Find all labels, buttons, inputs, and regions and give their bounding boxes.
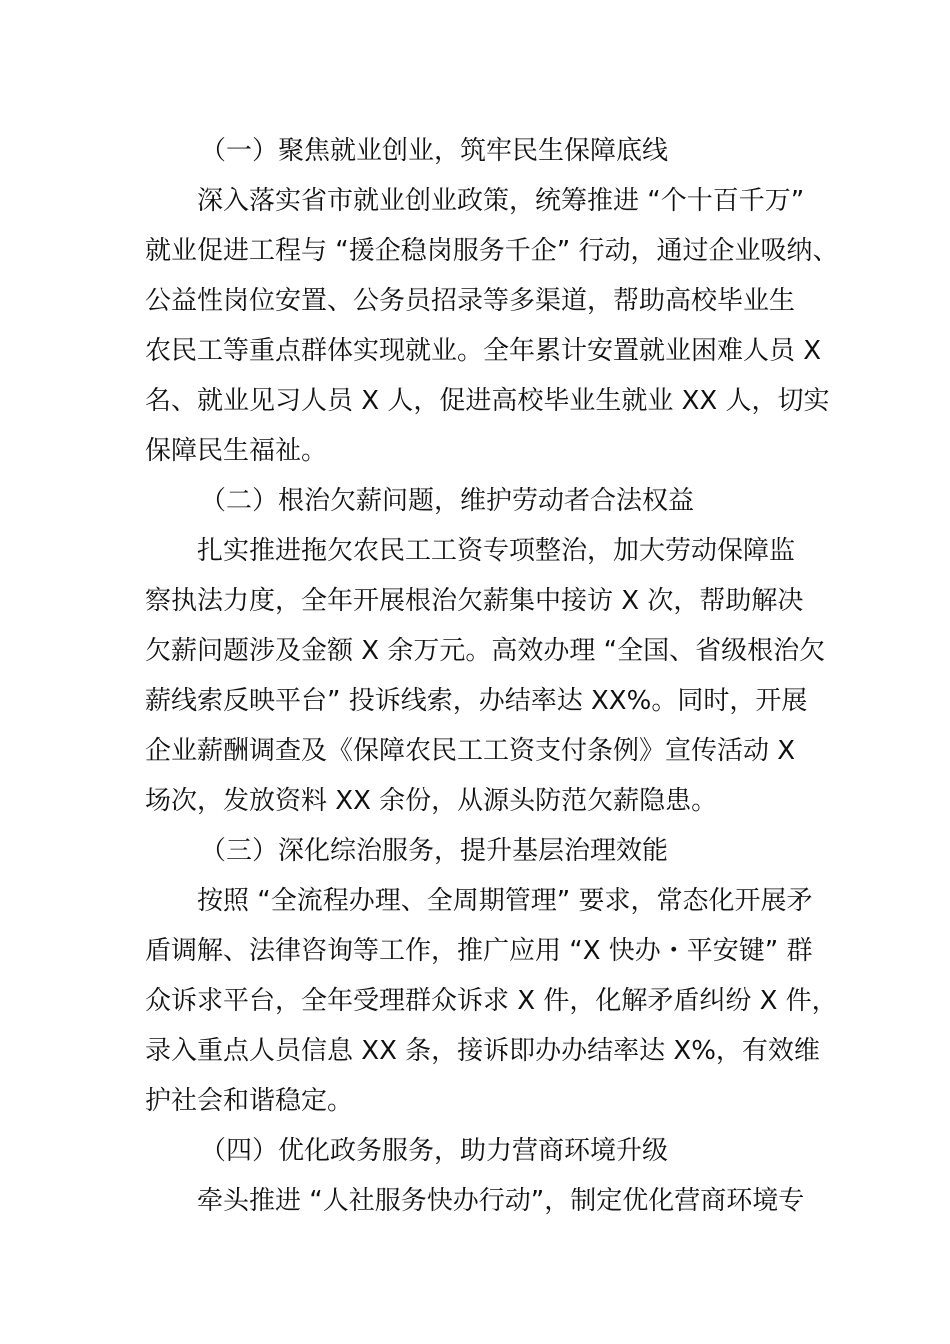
paragraph-line: 扎实推进拖欠农民工工资专项整治，加大劳动保障监 (197, 536, 796, 566)
section-heading: （四）优化政务服务，助力营商环境升级 (200, 1136, 669, 1166)
document-body (145, 126, 839, 1226)
paragraph-line: 众诉求平台，全年受理群众诉求 X 件，化解矛盾纠纷 X 件， (145, 986, 838, 1016)
section-heading: （二）根治欠薪问题，维护劳动者合法权益 (200, 486, 695, 516)
paragraph-line: 察执法力度，全年开展根治欠薪集中接访 X 次，帮助解决 (145, 586, 804, 616)
paragraph-line: 按照 “全流程办理、全周期管理” 要求，常态化开展矛 (197, 886, 813, 916)
paragraph-line: 牵头推进 “人社服务快办行动”，制定优化营商环境专 (197, 1186, 805, 1216)
section-heading: （三）深化综治服务，提升基层治理效能 (200, 836, 669, 866)
paragraph-line: 护社会和谐稳定。 (145, 1086, 354, 1116)
paragraph-line: 薪线索反映平台” 投诉线索，办结率达 XX%。同时，开展 (145, 686, 808, 716)
paragraph-line: 保障民生福祉。 (145, 436, 328, 466)
paragraph-line: 录入重点人员信息 XX 条，接诉即办办结率达 X%，有效维 (145, 1036, 820, 1066)
paragraph-line: 名、就业见习人员 X 人，促进高校毕业生就业 XX 人，切实 (145, 386, 830, 416)
paragraph-line: 公益性岗位安置、公务员招录等多渠道，帮助高校毕业生 (145, 286, 796, 316)
paragraph-line: 农民工等重点群体实现就业。全年累计安置就业困难人员 X (145, 336, 822, 366)
paragraph-line: 深入落实省市就业创业政策，统筹推进 “个十百千万” (197, 186, 805, 216)
section-heading: （一）聚焦就业创业，筑牢民生保障底线 (200, 136, 669, 166)
paragraph-line: 盾调解、法律咨询等工作，推广应用 “X 快办・平安键” 群 (145, 936, 813, 966)
paragraph-line: 欠薪问题涉及金额 X 余万元。高效办理 “全国、省级根治欠 (145, 636, 826, 666)
paragraph-line: 场次，发放资料 XX 余份，从源头防范欠薪隐患。 (145, 786, 718, 816)
paragraph-line: 企业薪酬调查及《保障农民工工资支付条例》宣传活动 X (145, 736, 796, 766)
paragraph-line: 就业促进工程与 “援企稳岗服务千企” 行动，通过企业吸纳、 (145, 236, 839, 266)
